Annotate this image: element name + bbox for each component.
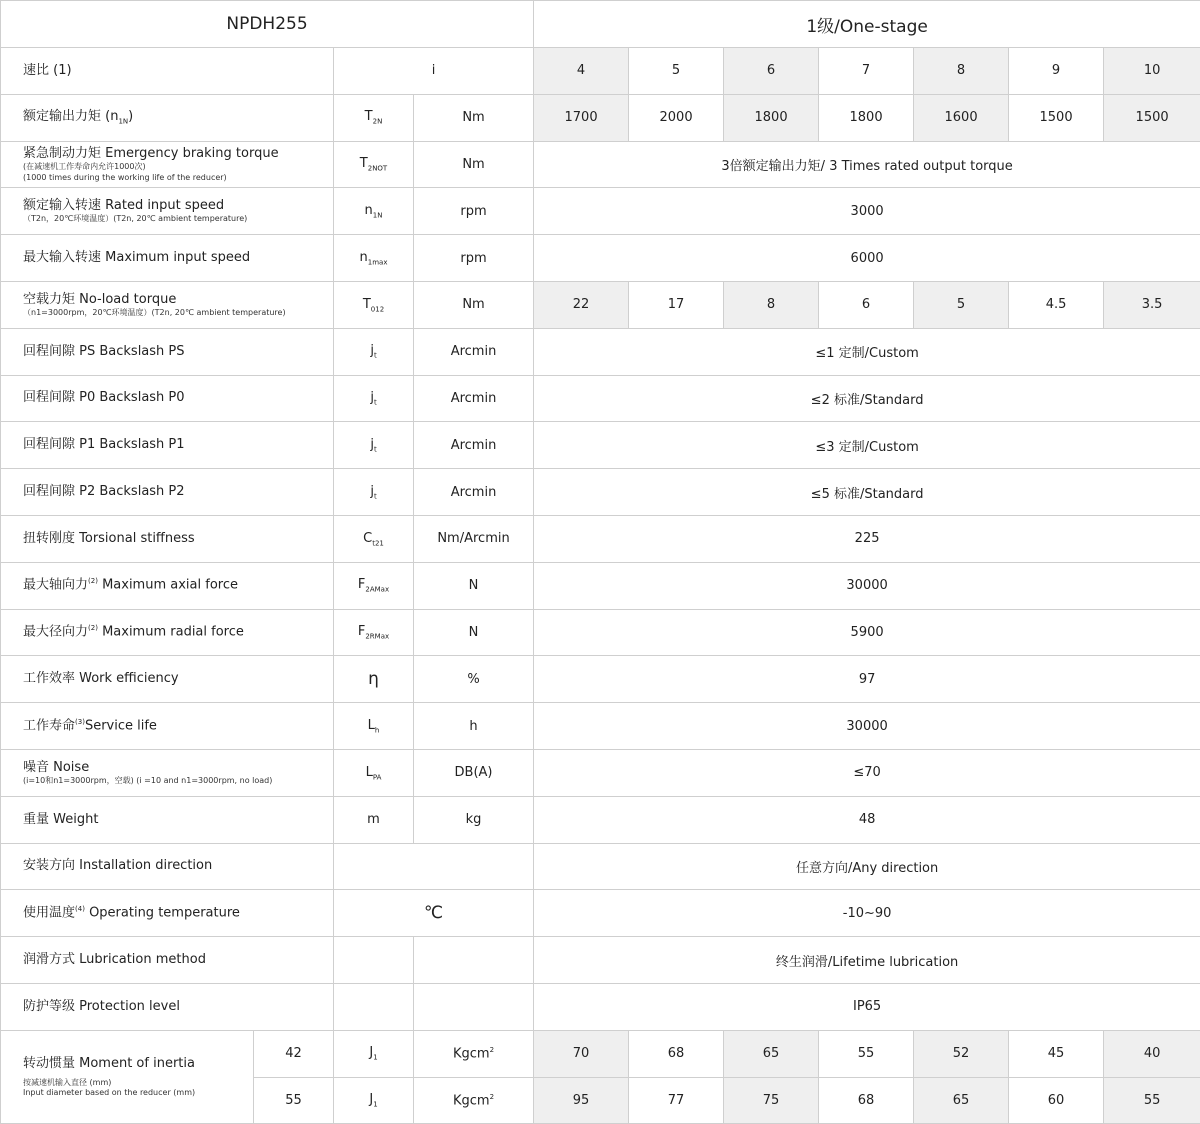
row-unit: Arcmin	[414, 375, 534, 422]
value-cell: 1800	[724, 94, 819, 141]
backlash-ps-row	[1, 328, 1200, 375]
header-row	[1, 1, 1200, 48]
row-symbol: $L_{PA}$	[334, 749, 414, 796]
row-symbol: $n_{1N}$	[334, 188, 414, 235]
row-symbol: $T_{2NOT}$	[334, 141, 414, 188]
row-label: 回程间隙 PS Backslash PS	[1, 328, 334, 375]
ratio-cell: 10	[1104, 48, 1200, 95]
row-unit: Nm/Arcmin	[414, 515, 534, 562]
value-cell: 225	[534, 515, 1200, 562]
row-label: 速比 (1)	[1, 48, 334, 95]
value-cell: ≤5 标准/Standard	[534, 469, 1200, 516]
service-life-row	[1, 703, 1200, 750]
row-label: 噪音 Noise (i=10和n1=3000rpm，空载) (i =10 and n1=3000rpm, no load)	[1, 749, 334, 796]
value-cell: 17	[629, 281, 724, 328]
backlash-p1-row	[1, 422, 1200, 469]
torsional-stiffness-row	[1, 515, 1200, 562]
row-unit-empty	[414, 937, 534, 984]
row-label: 最大输入转速 Maximum input speed	[1, 235, 334, 282]
row-unit: rpm	[414, 188, 534, 235]
value-cell: 45	[1009, 1030, 1104, 1077]
row-symbol: $T_{2N}$	[334, 94, 414, 141]
stage-title: 1级/One-stage	[534, 1, 1200, 48]
row-unit: %	[414, 656, 534, 703]
value-cell: 6	[819, 281, 914, 328]
row-label: 防护等级 Protection level	[1, 983, 334, 1030]
row-unit: Nm	[414, 141, 534, 188]
row-symbol-empty	[334, 937, 414, 984]
row-unit: N	[414, 562, 534, 609]
row-label: 安装方向 Installation direction	[1, 843, 334, 890]
operating-temperature-row	[1, 890, 1200, 937]
work-efficiency-row	[1, 656, 1200, 703]
rated-output-torque-row	[1, 94, 1200, 141]
row-label: 回程间隙 P2 Backslash P2	[1, 469, 334, 516]
value-cell: ≤1 定制/Custom	[534, 328, 1200, 375]
value-cell: 30000	[534, 562, 1200, 609]
value-cell: 75	[724, 1077, 819, 1124]
max-radial-force-row	[1, 609, 1200, 656]
value-cell: 5900	[534, 609, 1200, 656]
row-label: 空载力矩 No-load torque （n1=3000rpm，20℃环境温度）(T2n, 20℃ ambient temperature)	[1, 281, 334, 328]
row-label: 额定输出力矩 $(n_{1N})$	[1, 94, 334, 141]
row-label: 最大径向力$^{(2)}$ Maximum radial force	[1, 609, 334, 656]
row-label: 工作寿命$^{(3)}$Service life	[1, 703, 334, 750]
emergency-braking-torque-row	[1, 141, 1200, 188]
value-cell: 终生润滑/Lifetime lubrication	[534, 937, 1200, 984]
value-cell: ≤70	[534, 749, 1200, 796]
value-cell: 30000	[534, 703, 1200, 750]
ratio-cell: 5	[629, 48, 724, 95]
weight-row	[1, 796, 1200, 843]
value-cell: 3倍额定输出力矩/ 3 Times rated output torque	[534, 141, 1200, 188]
value-cell: 1600	[914, 94, 1009, 141]
row-symbol: $J_1$	[334, 1030, 414, 1077]
row-unit: Arcmin	[414, 469, 534, 516]
row-symbol: $F_{2RMax}$	[334, 609, 414, 656]
row-label: 重量 Weight	[1, 796, 334, 843]
row-unit: Kgcm$^2$	[414, 1077, 534, 1124]
ratio-row	[1, 48, 1200, 95]
value-cell: 1700	[534, 94, 629, 141]
row-label: 最大轴向力$^{(2)}$ Maximum axial force	[1, 562, 334, 609]
value-cell: 70	[534, 1030, 629, 1077]
row-unit: Arcmin	[414, 422, 534, 469]
model-name: NPDH255	[1, 1, 534, 48]
no-load-torque-row	[1, 281, 1200, 328]
row-symbol: $j_t$	[334, 422, 414, 469]
value-cell: 2000	[629, 94, 724, 141]
row-symbol: $T_{012}$	[334, 281, 414, 328]
value-cell: 68	[629, 1030, 724, 1077]
row-unit: h	[414, 703, 534, 750]
rated-input-speed-row	[1, 188, 1200, 235]
row-unit: Arcmin	[414, 328, 534, 375]
row-unit: Nm	[414, 281, 534, 328]
row-unit: rpm	[414, 235, 534, 282]
row-symbol-empty	[334, 843, 534, 890]
row-symbol: $n_{1max}$	[334, 235, 414, 282]
input-diameter: 55	[254, 1077, 334, 1124]
backlash-p0-row	[1, 375, 1200, 422]
value-cell: 任意方向/Any direction	[534, 843, 1200, 890]
value-cell: 55	[819, 1030, 914, 1077]
value-cell: 5	[914, 281, 1009, 328]
ratio-cell: 6	[724, 48, 819, 95]
value-cell: IP65	[534, 983, 1200, 1030]
value-cell: 60	[1009, 1077, 1104, 1124]
value-cell: 55	[1104, 1077, 1200, 1124]
protection-level-row	[1, 983, 1200, 1030]
value-cell: 1800	[819, 94, 914, 141]
ratio-cell: 9	[1009, 48, 1104, 95]
row-symbol: $j_t$	[334, 469, 414, 516]
value-cell: 3000	[534, 188, 1200, 235]
row-unit: N	[414, 609, 534, 656]
ratio-cell: 7	[819, 48, 914, 95]
row-unit-empty	[414, 983, 534, 1030]
row-label: 使用温度$^{(4)}$ Operating temperature	[1, 890, 334, 937]
value-cell: ≤2 标准/Standard	[534, 375, 1200, 422]
value-cell: 97	[534, 656, 1200, 703]
value-cell: 40	[1104, 1030, 1200, 1077]
input-diameter: 42	[254, 1030, 334, 1077]
value-cell: 8	[724, 281, 819, 328]
lubrication-method-row	[1, 937, 1200, 984]
value-cell: 4.5	[1009, 281, 1104, 328]
row-symbol: $j_t$	[334, 375, 414, 422]
ratio-cell: 8	[914, 48, 1009, 95]
row-symbol: i	[334, 48, 534, 95]
installation-direction-row	[1, 843, 1200, 890]
max-input-speed-row	[1, 235, 1200, 282]
row-symbol: m	[334, 796, 414, 843]
value-cell: 3.5	[1104, 281, 1200, 328]
row-symbol: $J_1$	[334, 1077, 414, 1124]
row-label: 润滑方式 Lubrication method	[1, 937, 334, 984]
value-cell: 48	[534, 796, 1200, 843]
row-unit: Nm	[414, 94, 534, 141]
backlash-p2-row	[1, 469, 1200, 516]
row-unit: ℃	[334, 890, 534, 937]
value-cell: -10~90	[534, 890, 1200, 937]
row-symbol-empty	[334, 983, 414, 1030]
ratio-cell: 4	[534, 48, 629, 95]
value-cell: 6000	[534, 235, 1200, 282]
inertia-row-42	[1, 1030, 1200, 1077]
row-symbol: $F_{2AMax}$	[334, 562, 414, 609]
row-symbol: $j_t$	[334, 328, 414, 375]
row-unit: kg	[414, 796, 534, 843]
value-cell: 1500	[1009, 94, 1104, 141]
max-axial-force-row	[1, 562, 1200, 609]
value-cell: 52	[914, 1030, 1009, 1077]
value-cell: ≤3 定制/Custom	[534, 422, 1200, 469]
row-symbol: η	[334, 656, 414, 703]
value-cell: 68	[819, 1077, 914, 1124]
row-symbol: $L_h$	[334, 703, 414, 750]
row-unit: Kgcm$^2$	[414, 1030, 534, 1077]
row-label: 转动惯量 Moment of inertia 按减速机输入直径 (mm) Input diameter based on the reducer (mm)	[1, 1030, 254, 1124]
row-label: 扭转刚度 Torsional stiffness	[1, 515, 334, 562]
row-label: 工作效率 Work efficiency	[1, 656, 334, 703]
row-label: 紧急制动力矩 Emergency braking torque (在减速机工作寿命内允许1000次) (1000 times during the working life of the reducer)	[1, 141, 334, 188]
row-label: 回程间隙 P0 Backslash P0	[1, 375, 334, 422]
row-label: 回程间隙 P1 Backslash P1	[1, 422, 334, 469]
row-unit: DB(A)	[414, 749, 534, 796]
value-cell: 22	[534, 281, 629, 328]
row-label: 额定输入转速 Rated input speed （T2n，20℃环境温度）(T2n, 20℃ ambient temperature)	[1, 188, 334, 235]
value-cell: 1500	[1104, 94, 1200, 141]
value-cell: 77	[629, 1077, 724, 1124]
value-cell: 95	[534, 1077, 629, 1124]
noise-row	[1, 749, 1200, 796]
value-cell: 65	[914, 1077, 1009, 1124]
row-symbol: $C_{t21}$	[334, 515, 414, 562]
value-cell: 65	[724, 1030, 819, 1077]
